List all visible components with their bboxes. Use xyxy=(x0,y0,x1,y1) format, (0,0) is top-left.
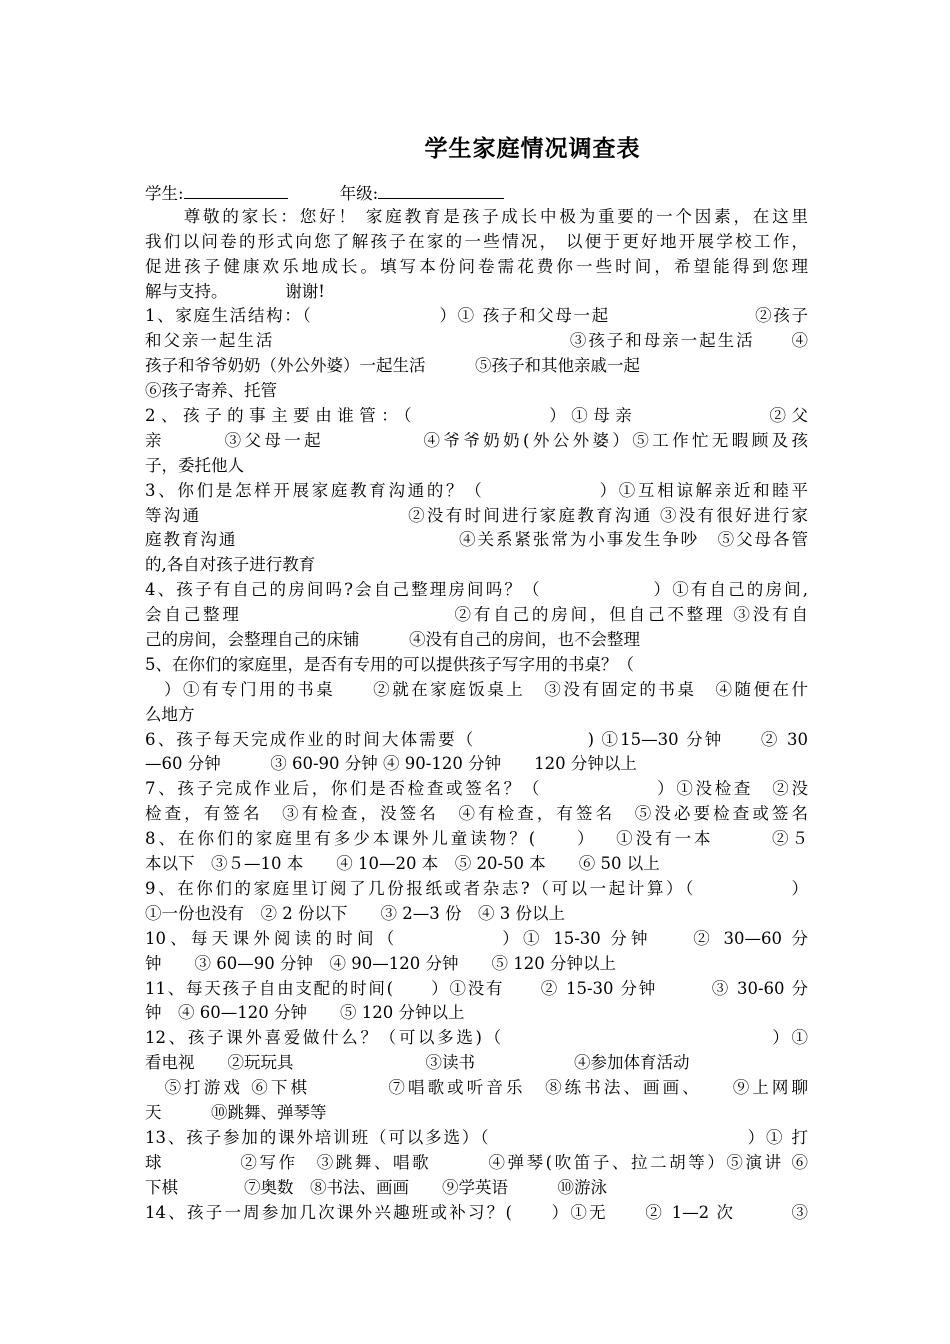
question-line: 球 ②写作 ③跳舞、唱歌 ④弹琴(吹笛子、拉二胡等）⑤演讲 ⑥ xyxy=(145,1152,808,1172)
question-line: 亲 ③父母一起 ④爷爷奶奶(外公外婆）⑤工作忙无暇顾及孩 xyxy=(145,430,808,450)
question-line: 12、孩子课外喜爱做什么？（可以多选)（ ）① xyxy=(145,1028,808,1048)
question-line: 下棋 ⑦奥数 ⑧书法、画画 ⑨学英语 ⑩游泳 xyxy=(145,1177,607,1197)
student-name-field[interactable] xyxy=(184,180,288,199)
intro-line: 解与支持。 谢谢! xyxy=(145,281,325,301)
grade-field[interactable] xyxy=(378,180,504,199)
question-line: 8、在你们的家庭里有多少本课外儿童读物？( ） ①没有一本 ②５ xyxy=(145,829,808,849)
question-line: ⑥孩子寄养、托管 xyxy=(145,381,277,401)
question-line: 等沟通 ②没有时间进行家庭教育沟通 ③没有很好进行家 xyxy=(145,505,808,525)
intro-line: 尊敬的家长：您好！ 家庭教育是孩子成长中极为重要的一个因素，在这里 xyxy=(145,206,808,226)
question-line: 看电视 ②玩玩具 ③读书 ④参加体育活动 xyxy=(145,1053,690,1073)
question-list xyxy=(145,304,808,1225)
question-line: 孩子和爷爷奶奶（外公外婆）一起生活 ⑤孩子和其他亲戚一起 xyxy=(145,356,640,376)
question-line: 2、孩子的事主要由谁管：（ ）①母亲 ②父 xyxy=(145,406,808,426)
student-label: 学生: xyxy=(145,184,184,203)
question-line: 的,各自对孩子进行教育 xyxy=(145,555,316,575)
survey-page xyxy=(145,132,808,1225)
question-line: 钟 ④ 60—120 分钟 ⑤ 120 分钟以上 xyxy=(145,1003,465,1023)
question-line: 7、孩子完成作业后，你们是否检查或签名？（ ）①没检查 ②没 xyxy=(145,779,808,799)
question-line: 14、孩子一周参加几次课外兴趣班或补习？( ）①无 ② 1—2 次 ③ xyxy=(145,1202,808,1222)
question-line: —60 分钟 ③ 60-90 分钟 ④ 90-120 分钟 120 分钟以上 xyxy=(145,754,637,774)
question-line: 3、你们是怎样开展家庭教育沟通的？（ ）①互相谅解亲近和睦平 xyxy=(145,480,808,500)
question-line: 10、每天课外阅读的时间（ ）① 15-30 分钟 ② 30—60 分 xyxy=(145,928,808,948)
question-line: 庭教育沟通 ④关系紧张常为小事发生争吵 ⑤父母各管 xyxy=(145,530,808,550)
question-line: 本以下 ③５—10 本 ④ 10—20 本 ⑤ 20-50 本 ⑥ 50 以上 xyxy=(145,854,660,874)
question-line: ①一份也没有 ② 2 份以下 ③ 2—3 份 ④ 3 份以上 xyxy=(145,903,565,923)
question-line: 钟 ③ 60—90 分钟 ④ 90—120 分钟 ⑤ 120 分钟以上 xyxy=(145,953,616,973)
question-line: 天 ⑩跳舞、弹琴等 xyxy=(145,1102,327,1122)
question-line: 1、家庭生活结构：（ ）① 孩子和父母一起 ②孩子 xyxy=(145,306,808,326)
intro-line: 我们以问卷的形式向您了解孩子在家的一些情况， 以便于更好地开展学校工作， xyxy=(145,231,808,251)
intro-line: 促进孩子健康欢乐地成长。填写本份问卷需花费你一些时间，希望能得到您理 xyxy=(145,256,808,276)
question-line: ⑤打游戏 ⑥下棋 ⑦唱歌或听音乐 ⑧练书法、画画、 ⑨上网聊 xyxy=(145,1078,808,1098)
question-line: 子，委托他人 xyxy=(145,455,244,475)
question-line: 和父亲一起生活 ③孩子和母亲一起生活 ④ xyxy=(145,331,808,351)
question-line: 么地方 xyxy=(145,704,195,724)
question-line: 检查，有签名 ③有检查，没签名 ④有检查，有签名 ⑤没必要检查或签名 xyxy=(145,804,808,824)
question-line: 己的房间，会整理自己的床铺 ④没有自己的房间，也不会整理 xyxy=(145,630,640,650)
question-line: 13、孩子参加的课外培训班（可以多选）（ ）① 打 xyxy=(145,1127,808,1147)
page-title: 学生家庭情况调查表 xyxy=(424,135,641,162)
question-line: 6、孩子每天完成作业的时间大体需要（ ) ①15—30 分钟 ② 30 xyxy=(145,729,808,749)
question-line: 4、孩子有自己的房间吗?会自己整理房间吗？（ ）①有自己的房间, xyxy=(145,580,808,600)
student-grade-line xyxy=(145,180,808,205)
question-line: 5、在你们的家庭里，是否有专用的可以提供孩子写字用的书桌？（ xyxy=(145,654,634,674)
question-line: 9、在你们的家庭里订阅了几份报纸或者杂志?（可以一起计算）（ ） xyxy=(145,878,808,898)
grade-label: 年级: xyxy=(339,184,379,203)
question-line: 会自己整理 ②有自己的房间，但自己不整理 ③没有自 xyxy=(145,605,808,625)
question-line: ）①有专门用的书桌 ②就在家庭饭桌上 ③没有固定的书桌 ④随便在什 xyxy=(145,679,808,699)
question-line: 11、每天孩子自由支配的时间( ）①没有 ② 15-30 分钟 ③ 30-60 分 xyxy=(145,978,808,998)
